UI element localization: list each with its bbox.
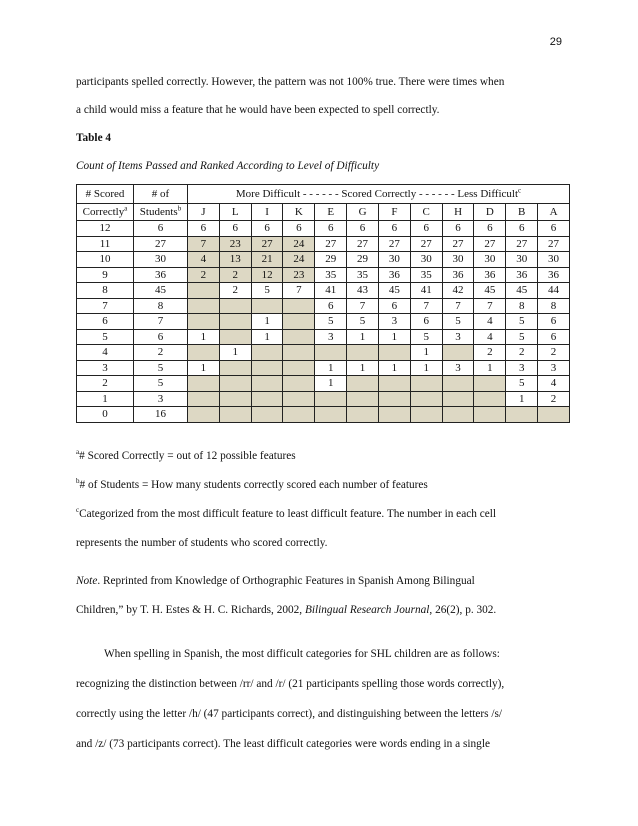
table-cell: 41 xyxy=(315,283,347,299)
table-cell xyxy=(251,345,283,361)
table-label: Table 4 xyxy=(76,132,112,144)
table-cell: 2 xyxy=(188,267,220,283)
table-cell: 6 xyxy=(378,298,410,314)
table-cell: 1 xyxy=(188,329,220,345)
table-row xyxy=(77,267,570,283)
cell-students: 36 xyxy=(134,267,188,283)
table-cell: 4 xyxy=(474,329,506,345)
table-cell: 23 xyxy=(219,236,251,252)
table-row xyxy=(77,407,570,423)
table-cell: 36 xyxy=(442,267,474,283)
paragraph-line: a child would miss a feature that he would have been expected to spell correctly. xyxy=(76,104,440,116)
table-cell: 5 xyxy=(251,283,283,299)
note-c: $^c$Categorized from the most difficult feature to least difficult feature. The number in each cell xyxy=(76,506,496,520)
table-cell xyxy=(410,407,442,423)
table-cell: 5 xyxy=(506,329,538,345)
table-cell: 1 xyxy=(347,360,379,376)
table-cell: 5 xyxy=(347,314,379,330)
table-cell xyxy=(283,298,315,314)
header-num: # of xyxy=(134,185,188,204)
table-cell: 3 xyxy=(506,360,538,376)
table-cell xyxy=(188,345,220,361)
table-cell xyxy=(347,345,379,361)
table-cell: 7 xyxy=(474,298,506,314)
table-cell: 27 xyxy=(315,236,347,252)
table-cell xyxy=(283,376,315,392)
table-cell: 30 xyxy=(378,252,410,268)
table-cell: 6 xyxy=(188,221,220,237)
paragraph-line: and /z/ (73 participants correct). The least difficult categories were words ending in a single xyxy=(76,738,490,750)
table-cell: 13 xyxy=(219,252,251,268)
cell-students: 27 xyxy=(134,236,188,252)
cell-students: 6 xyxy=(134,329,188,345)
table-title: Count of Items Passed and Ranked According to Level of Difficulty xyxy=(76,160,380,172)
cell-scored: 3 xyxy=(77,360,134,376)
table-cell: 1 xyxy=(251,314,283,330)
table-cell xyxy=(188,283,220,299)
table-cell xyxy=(442,376,474,392)
table-cell: 6 xyxy=(474,221,506,237)
cell-students: 3 xyxy=(134,391,188,407)
table-cell: 1 xyxy=(347,329,379,345)
table-cell xyxy=(219,360,251,376)
header-letter: A xyxy=(538,204,570,221)
table-cell: 24 xyxy=(283,252,315,268)
table-cell: 45 xyxy=(506,283,538,299)
table-cell: 24 xyxy=(283,236,315,252)
table-cell: 2 xyxy=(506,345,538,361)
header-letter: B xyxy=(506,204,538,221)
table-cell xyxy=(251,298,283,314)
table-cell xyxy=(538,407,570,423)
table-cell xyxy=(188,391,220,407)
cell-scored: 2 xyxy=(77,376,134,392)
table-cell xyxy=(347,407,379,423)
table-cell xyxy=(378,345,410,361)
cell-students: 2 xyxy=(134,345,188,361)
table-cell: 36 xyxy=(474,267,506,283)
table-cell: 6 xyxy=(538,314,570,330)
table-cell xyxy=(219,407,251,423)
cell-scored: 6 xyxy=(77,314,134,330)
table-cell xyxy=(474,376,506,392)
table-row xyxy=(77,360,570,376)
table-cell: 43 xyxy=(347,283,379,299)
table-cell xyxy=(474,391,506,407)
table-cell: 1 xyxy=(315,360,347,376)
header-letter: I xyxy=(251,204,283,221)
table-cell: 1 xyxy=(315,376,347,392)
table-cell: 27 xyxy=(442,236,474,252)
table-cell xyxy=(283,407,315,423)
header-letter: K xyxy=(283,204,315,221)
header-letter: H xyxy=(442,204,474,221)
table-cell xyxy=(315,391,347,407)
table-cell: 12 xyxy=(251,267,283,283)
cell-scored: 7 xyxy=(77,298,134,314)
table-cell: 35 xyxy=(315,267,347,283)
header-letter: J xyxy=(188,204,220,221)
table-row xyxy=(77,283,570,299)
table-cell: 2 xyxy=(219,283,251,299)
data-table xyxy=(76,184,570,423)
table-cell xyxy=(219,314,251,330)
note-source-line2: Children,” by T. H. Estes & H. C. Richards, 2002, Bilingual Research Journal, 26(2), p. 302. xyxy=(76,604,497,616)
table-cell: 2 xyxy=(474,345,506,361)
table-cell xyxy=(506,407,538,423)
table-cell xyxy=(347,376,379,392)
paragraph-line: When spelling in Spanish, the most difficult categories for SHL children are as follows: xyxy=(104,648,500,660)
table-cell: 7 xyxy=(442,298,474,314)
table-row xyxy=(77,221,570,237)
table-cell: 5 xyxy=(315,314,347,330)
table-cell: 2 xyxy=(538,391,570,407)
table-cell xyxy=(188,407,220,423)
paragraph-line: recognizing the distinction between /rr/ and /r/ (21 participants spelling those words correctly), xyxy=(76,678,505,690)
table-cell: 23 xyxy=(283,267,315,283)
table-cell: 1 xyxy=(410,345,442,361)
table-cell xyxy=(347,391,379,407)
table-cell: 44 xyxy=(538,283,570,299)
table-cell: 7 xyxy=(283,283,315,299)
cell-students: 7 xyxy=(134,314,188,330)
table-cell: 6 xyxy=(410,221,442,237)
table-cell: 4 xyxy=(538,376,570,392)
header-students: Students$^b$ xyxy=(134,204,188,221)
table-cell xyxy=(410,391,442,407)
table-cell: 1 xyxy=(378,360,410,376)
header-letter: E xyxy=(315,204,347,221)
table-cell: 5 xyxy=(410,329,442,345)
table-cell: 29 xyxy=(315,252,347,268)
table-cell xyxy=(283,360,315,376)
table-cell xyxy=(283,329,315,345)
table-cell: 1 xyxy=(219,345,251,361)
cell-scored: 8 xyxy=(77,283,134,299)
note-source: Note. Reprinted from Knowledge of Orthographic Features in Spanish Among Bilingual xyxy=(76,575,475,587)
table-row xyxy=(77,391,570,407)
cell-students: 8 xyxy=(134,298,188,314)
header-letter: D xyxy=(474,204,506,221)
paragraph-line: participants spelled correctly. However, the pattern was not 100% true. There were times when xyxy=(76,76,505,88)
table-cell xyxy=(410,376,442,392)
paragraph-line: correctly using the letter /h/ (47 participants correct), and distinguishing between the letters /s/ xyxy=(76,708,503,720)
table-cell: 30 xyxy=(538,252,570,268)
table-cell: 4 xyxy=(188,252,220,268)
table-cell: 8 xyxy=(506,298,538,314)
header-letter: G xyxy=(347,204,379,221)
table-cell: 3 xyxy=(378,314,410,330)
table-cell: 1 xyxy=(378,329,410,345)
table-cell xyxy=(251,407,283,423)
cell-students: 16 xyxy=(134,407,188,423)
header-letter: L xyxy=(219,204,251,221)
note-a: $^a$# Scored Correctly = out of 12 possible features xyxy=(76,448,296,462)
header-letter: C xyxy=(410,204,442,221)
table-cell: 6 xyxy=(347,221,379,237)
table-cell: 5 xyxy=(442,314,474,330)
table-cell: 5 xyxy=(506,314,538,330)
table-cell: 3 xyxy=(315,329,347,345)
table-cell: 6 xyxy=(251,221,283,237)
table-cell: 2 xyxy=(219,267,251,283)
table-cell xyxy=(378,391,410,407)
table-cell: 27 xyxy=(378,236,410,252)
table-cell xyxy=(219,391,251,407)
table-cell xyxy=(251,360,283,376)
table-cell: 27 xyxy=(474,236,506,252)
page-number: 29 xyxy=(549,36,562,48)
table-row xyxy=(77,298,570,314)
table-cell xyxy=(219,298,251,314)
cell-scored: 5 xyxy=(77,329,134,345)
table-cell: 36 xyxy=(538,267,570,283)
table-cell: 36 xyxy=(378,267,410,283)
table-cell: 6 xyxy=(538,221,570,237)
table-cell: 6 xyxy=(219,221,251,237)
table-cell: 36 xyxy=(506,267,538,283)
table-cell: 6 xyxy=(378,221,410,237)
table-cell: 35 xyxy=(347,267,379,283)
table-cell: 30 xyxy=(506,252,538,268)
cell-scored: 9 xyxy=(77,267,134,283)
table-cell xyxy=(474,407,506,423)
note-c-line2: represents the number of students who scored correctly. xyxy=(76,537,328,549)
table-row xyxy=(77,345,570,361)
table-row xyxy=(77,376,570,392)
table-cell xyxy=(188,376,220,392)
table-cell xyxy=(378,376,410,392)
table-cell xyxy=(188,298,220,314)
cell-scored: 11 xyxy=(77,236,134,252)
table-cell: 42 xyxy=(442,283,474,299)
cell-scored: 1 xyxy=(77,391,134,407)
table-cell: 8 xyxy=(538,298,570,314)
cell-students: 45 xyxy=(134,283,188,299)
header-letters-row xyxy=(77,204,570,221)
table-cell: 6 xyxy=(410,314,442,330)
cell-scored: 0 xyxy=(77,407,134,423)
table-cell: 1 xyxy=(474,360,506,376)
table-cell xyxy=(219,376,251,392)
table-cell xyxy=(442,407,474,423)
table-cell: 2 xyxy=(538,345,570,361)
table-cell: 3 xyxy=(442,329,474,345)
table-cell: 30 xyxy=(442,252,474,268)
table-cell: 6 xyxy=(538,329,570,345)
table-cell: 1 xyxy=(251,329,283,345)
table-cell: 6 xyxy=(442,221,474,237)
table-cell: 1 xyxy=(188,360,220,376)
table-row xyxy=(77,314,570,330)
table-cell: 27 xyxy=(538,236,570,252)
table-cell: 3 xyxy=(442,360,474,376)
cell-scored: 12 xyxy=(77,221,134,237)
header-scored: # Scored xyxy=(77,185,134,204)
table-cell: 1 xyxy=(410,360,442,376)
table-cell xyxy=(283,391,315,407)
table-cell: 7 xyxy=(188,236,220,252)
table-cell: 6 xyxy=(315,298,347,314)
table-cell xyxy=(251,376,283,392)
table-cell: 27 xyxy=(506,236,538,252)
note-b: $^b$# of Students = How many students correctly scored each number of features xyxy=(76,477,428,491)
table-cell xyxy=(251,391,283,407)
table-cell: 6 xyxy=(506,221,538,237)
table-cell: 21 xyxy=(251,252,283,268)
table-cell: 45 xyxy=(378,283,410,299)
table-cell: 6 xyxy=(315,221,347,237)
header-difficulty-span: More Difficult - - - - - - Scored Correctly - - - - - - Less Difficult$^c$ xyxy=(188,185,570,204)
table-cell: 4 xyxy=(474,314,506,330)
table-cell: 7 xyxy=(410,298,442,314)
table-cell: 5 xyxy=(506,376,538,392)
table-cell: 27 xyxy=(251,236,283,252)
table-cell: 3 xyxy=(538,360,570,376)
table-cell: 6 xyxy=(283,221,315,237)
cell-students: 5 xyxy=(134,376,188,392)
table-cell xyxy=(219,329,251,345)
table-cell xyxy=(315,407,347,423)
header-letter: F xyxy=(378,204,410,221)
table-cell: 27 xyxy=(410,236,442,252)
cell-students: 5 xyxy=(134,360,188,376)
table-row xyxy=(77,236,570,252)
table-cell xyxy=(188,314,220,330)
table-cell xyxy=(442,391,474,407)
table-cell xyxy=(442,345,474,361)
cell-scored: 10 xyxy=(77,252,134,268)
cell-students: 6 xyxy=(134,221,188,237)
table-row xyxy=(77,252,570,268)
table-row xyxy=(77,329,570,345)
table-cell: 45 xyxy=(474,283,506,299)
table-cell xyxy=(315,345,347,361)
table-cell: 41 xyxy=(410,283,442,299)
header-correctly: Correctly$^a$ xyxy=(77,204,134,221)
table-cell: 27 xyxy=(347,236,379,252)
table-cell xyxy=(378,407,410,423)
header-row xyxy=(77,185,570,204)
table-cell xyxy=(283,345,315,361)
table-cell: 7 xyxy=(347,298,379,314)
cell-students: 30 xyxy=(134,252,188,268)
table-cell: 29 xyxy=(347,252,379,268)
table-cell: 35 xyxy=(410,267,442,283)
cell-scored: 4 xyxy=(77,345,134,361)
table-cell: 30 xyxy=(410,252,442,268)
table-cell: 1 xyxy=(506,391,538,407)
table-cell xyxy=(283,314,315,330)
table-cell: 30 xyxy=(474,252,506,268)
